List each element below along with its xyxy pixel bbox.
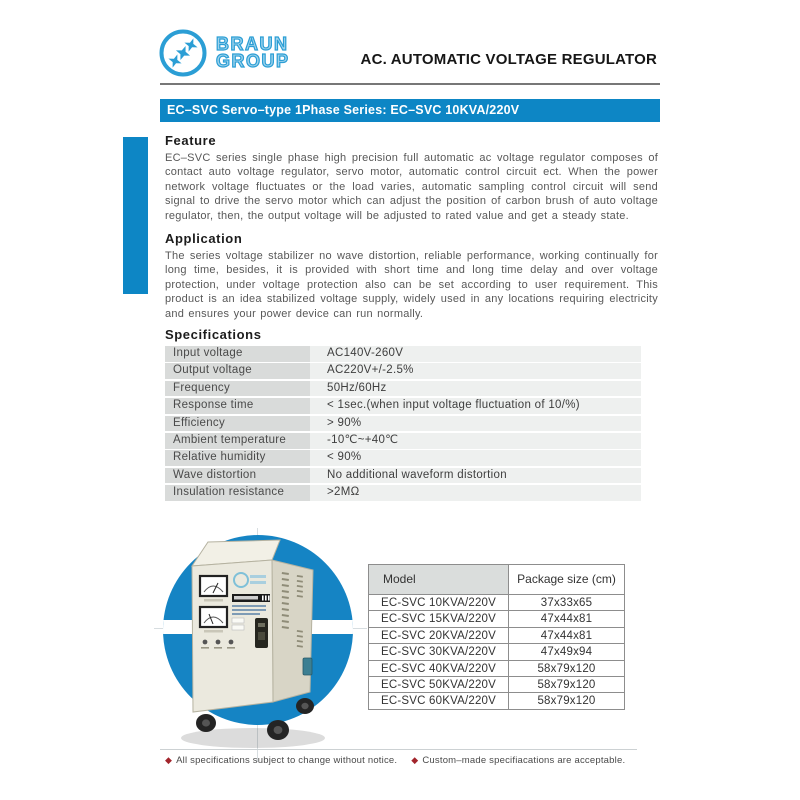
spec-value: < 1sec.(when input voltage fluctuation of 10/%) — [310, 398, 641, 414]
table-row — [369, 627, 624, 643]
left-accent-bar — [123, 137, 148, 294]
feature-heading: Feature — [165, 133, 217, 148]
spec-label: Output voltage — [165, 363, 310, 379]
brand-name — [216, 33, 290, 71]
application-paragraph: The series voltage stabilizer no wave distortion, reliable performance, working continually for long time, besides, it is provided with short time and long time delay and over voltage protection, under voltage protection also can be set according to user requirement. This product is an idea stabilized voltage supply, widely used in any locations requiring electricity and ensures your power device can run normally. — [165, 250, 658, 320]
footer-note — [411, 755, 625, 766]
spec-row — [165, 346, 641, 362]
footer-divider — [160, 749, 637, 750]
model-cell: EC-SVC 60KVA/220V — [369, 693, 509, 708]
spec-value: > 90% — [310, 416, 641, 432]
spec-value: 50Hz/60Hz — [310, 381, 641, 397]
braun-group-logo-icon — [158, 28, 208, 78]
spec-row — [165, 450, 641, 466]
size-cell: 47x44x81 — [540, 613, 593, 626]
footer-note — [165, 755, 397, 766]
model-cell: EC-SVC 10KVA/220V — [369, 595, 509, 610]
model-column-header: Model — [369, 565, 509, 594]
application-heading: Application — [165, 231, 243, 246]
size-cell: 47x44x81 — [540, 629, 593, 642]
specifications-table — [165, 346, 641, 503]
diamond-bullet-icon: ◆ — [411, 755, 419, 765]
spec-row — [165, 485, 641, 501]
model-package-table — [368, 564, 625, 710]
table-row — [369, 643, 624, 659]
star-icon — [166, 36, 200, 70]
model-cell: EC-SVC 40KVA/220V — [369, 661, 509, 676]
model-cell: EC-SVC 50KVA/220V — [369, 677, 509, 692]
footer-notes — [165, 755, 625, 766]
spec-row — [165, 381, 641, 397]
feature-paragraph: EC–SVC series single phase high precision full automatic ac voltage regulator composes of contact auto voltage regulator, servo motor, automatic control circuit ect. When the power network voltage fluctuates or the load varies, automatic sampling control circuit will send signal to drive the servo motor which can adjust the position of carbon brush of auto voltage regulator, then, the output voltage will be adjusted to rated value and get a steady state. — [165, 152, 658, 222]
spec-value: < 90% — [310, 450, 641, 466]
spec-label: Input voltage — [165, 346, 310, 362]
table-row — [369, 660, 624, 676]
brand-line2: GROUP — [216, 51, 290, 71]
spec-label: Ambient temperature — [165, 433, 310, 449]
page-title: AC. AUTOMATIC VOLTAGE REGULATOR — [360, 51, 657, 68]
diamond-bullet-icon: ◆ — [165, 755, 173, 765]
size-cell: 47x49x94 — [540, 646, 593, 659]
spec-label: Insulation resistance — [165, 485, 310, 501]
brand-logo — [158, 28, 290, 78]
model-cell: EC-SVC 20KVA/220V — [369, 628, 509, 643]
brand-line1: BRAUN — [216, 33, 289, 54]
size-cell: 58x79x120 — [537, 695, 596, 708]
footer-note-text: Custom–made specifiacations are acceptable. — [422, 755, 626, 766]
spec-row — [165, 468, 641, 484]
table-row — [369, 594, 624, 610]
specifications-heading: Specifications — [165, 327, 262, 342]
table-row — [369, 692, 624, 708]
spec-value: -10℃~+40℃ — [310, 433, 641, 449]
spec-value: AC220V+/-2.5% — [310, 363, 641, 379]
model-cell: EC-SVC 15KVA/220V — [369, 611, 509, 626]
spec-label: Frequency — [165, 381, 310, 397]
footer-note-text: All specifications subject to change without notice. — [176, 755, 398, 766]
table-row — [369, 610, 624, 626]
header-divider — [160, 83, 660, 85]
package-size-column-header: Package size (cm) — [517, 572, 616, 586]
spec-value: >2MΩ — [310, 485, 641, 501]
spec-row — [165, 416, 641, 432]
size-cell: 58x79x120 — [537, 662, 596, 675]
spec-label: Wave distortion — [165, 468, 310, 484]
size-cell: 37x33x65 — [540, 597, 593, 609]
spec-label: Relative humidity — [165, 450, 310, 466]
spec-label: Efficiency — [165, 416, 310, 432]
voltage-stabilizer-cabinet — [158, 530, 363, 760]
size-cell: 58x79x120 — [537, 678, 596, 691]
spec-value: No additional waveform distortion — [310, 468, 641, 484]
spec-label: Response time — [165, 398, 310, 414]
spec-value: AC140V-260V — [310, 346, 641, 362]
product-photo — [158, 530, 363, 760]
spec-row — [165, 398, 641, 414]
table-row — [369, 676, 624, 692]
model-cell: EC-SVC 30KVA/220V — [369, 644, 509, 659]
spec-row — [165, 433, 641, 449]
table-header-row — [369, 565, 624, 594]
series-banner: EC–SVC Servo–type 1Phase Series: EC–SVC 10KVA/220V — [160, 99, 660, 122]
spec-row — [165, 363, 641, 379]
